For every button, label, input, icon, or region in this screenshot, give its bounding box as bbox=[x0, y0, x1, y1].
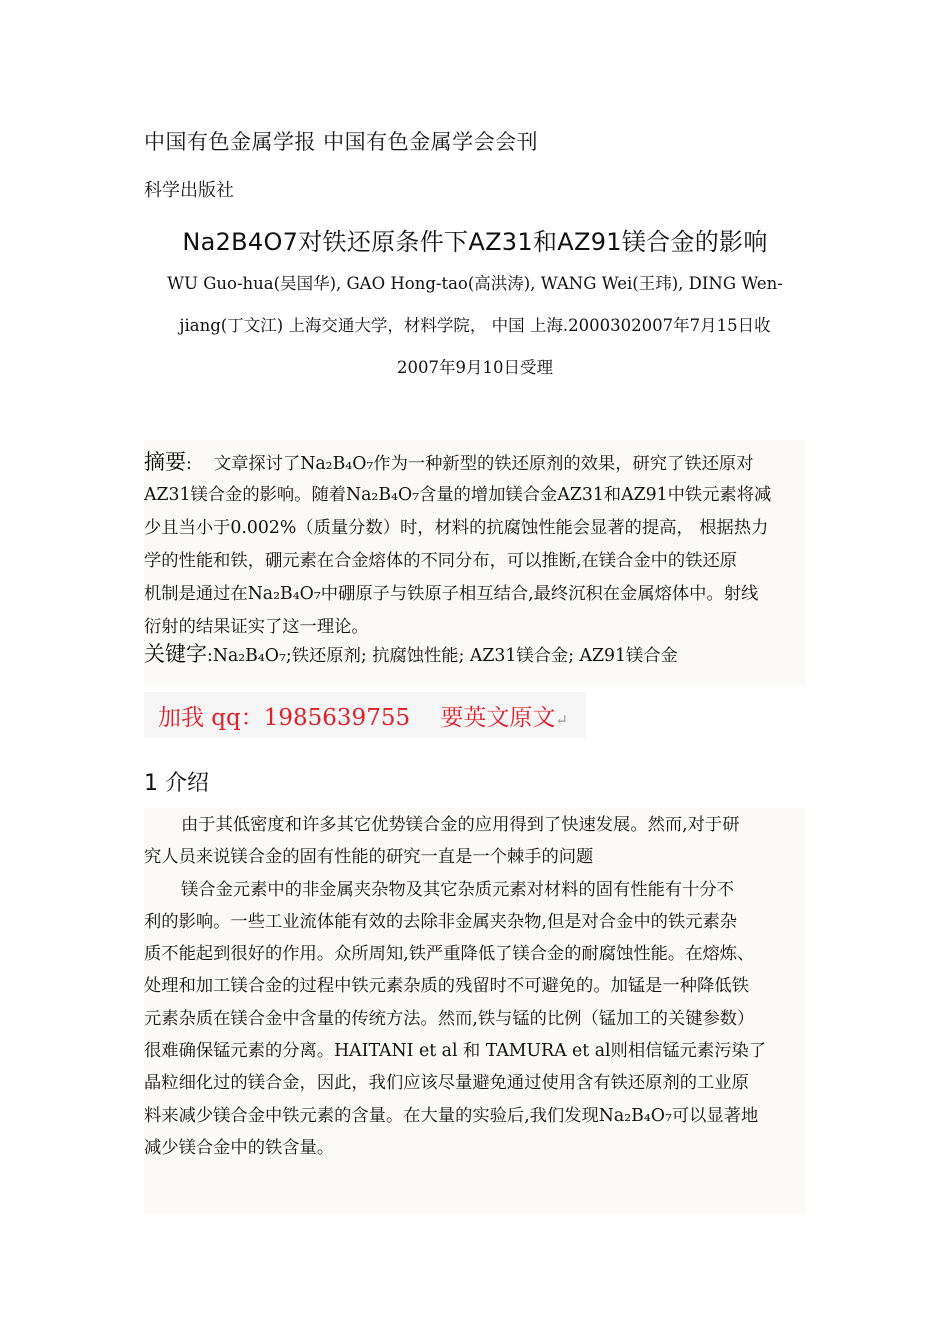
body-line: 晶粒细化过的镁合金，因此，我们应该尽量避免通过使用含有铁还原剂的工业原 bbox=[144, 1073, 749, 1094]
body-line: 料来减少镁合金中铁元素的含量。在大量的实验后,我们发现Na₂B₄O₇可以显著地 bbox=[144, 1105, 759, 1126]
body-line: 由于其低密度和许多其它优势镁合金的应用得到了快速发展。然而,对于研 bbox=[181, 815, 740, 835]
paragraph-mark-icon: ↵ bbox=[555, 711, 568, 729]
keywords-line bbox=[144, 638, 806, 671]
journal-title: 中国有色金属学报 中国有色金属学会会刊 bbox=[144, 130, 539, 154]
body-line: 处理和加工镁合金的过程中铁元素杂质的残留时不可避免的。加锰是一种降低铁 bbox=[144, 976, 749, 997]
abstract-line: AZ31镁合金的影响。随着Na₂B₄O₇含量的增加镁合金AZ31和AZ91中铁元素将减 bbox=[144, 485, 772, 505]
body-line: 很难确保锰元素的分离。HAITANI et al 和 TAMURA et al则相信锰元素污染了 bbox=[144, 1041, 767, 1062]
introduction-body bbox=[144, 809, 806, 1164]
abstract-line bbox=[144, 446, 806, 479]
abstract-line: 学的性能和铁，硼元素在合金熔体的不同分布，可以推断,在镁合金中的铁还原 bbox=[144, 551, 738, 571]
authors-line-1: WU Guo-hua(吴国华), GAO Hong-tao(高洪涛), WANG Wei(王玮), DING Wen- bbox=[167, 274, 783, 293]
abstract bbox=[144, 446, 806, 644]
abstract-line: 少且当小于0.002%（质量分数）时，材料的抗腐蚀性能会显著的提高， 根据热力 bbox=[144, 518, 769, 538]
authors-line-2: jiang(丁文江) 上海交通大学，材料学院， 中国 上海.2000302007年7月15日收 bbox=[179, 316, 771, 335]
keywords-label: 关键字 bbox=[144, 642, 207, 666]
body-line: 究人员来说镁合金的固有性能的研究一直是一个棘手的问题 bbox=[144, 847, 594, 868]
section-heading: 1 介绍 bbox=[144, 771, 209, 796]
contact-banner-text bbox=[158, 699, 568, 732]
abstract-text: 文章探讨了Na₂B₄O₇作为一种新型的铁还原剂的效果，研究了铁还原对 bbox=[213, 454, 754, 474]
abstract-line: 机制是通过在Na₂B₄O₇中硼原子与铁原子相互结合,最终沉积在金属熔体中。射线 bbox=[144, 584, 759, 604]
body-line: 元素杂质在镁合金中含量的传统方法。然而,铁与锰的比例（锰加工的关键参数） bbox=[144, 1008, 755, 1029]
abstract-label: 摘要 bbox=[144, 450, 186, 474]
contact-banner bbox=[144, 692, 586, 738]
paper-title: Na2B4O7对铁还原条件下AZ31和AZ91镁合金的影响 bbox=[182, 228, 768, 256]
keywords-colon: : bbox=[207, 646, 213, 666]
keywords bbox=[144, 638, 806, 671]
body-line: 减少镁合金中的铁含量。 bbox=[144, 1137, 335, 1158]
abstract-colon: : bbox=[186, 454, 192, 474]
received-date: 2007年9月10日受理 bbox=[397, 358, 553, 377]
body-line: 利的影响。一些工业流体能有效的去除非金属夹杂物,但是对合金中的铁元素杂 bbox=[144, 911, 738, 932]
body-line: 质不能起到很好的作用。众所周知,铁严重降低了镁合金的耐腐蚀性能。在熔炼、 bbox=[144, 944, 755, 965]
qq-contact-text: 加我 qq：1985639755 要英文原文 bbox=[158, 705, 556, 731]
abstract-line: 衍射的结果证实了这一理论。 bbox=[144, 617, 369, 637]
keywords-text: Na₂B₄O₇;铁还原剂; 抗腐蚀性能; AZ31镁合金; AZ91镁合金 bbox=[212, 646, 678, 666]
publisher-name: 科学出版社 bbox=[144, 180, 234, 201]
body-line: 镁合金元素中的非金属夹杂物及其它杂质元素对材料的固有性能有十分不 bbox=[181, 879, 735, 900]
